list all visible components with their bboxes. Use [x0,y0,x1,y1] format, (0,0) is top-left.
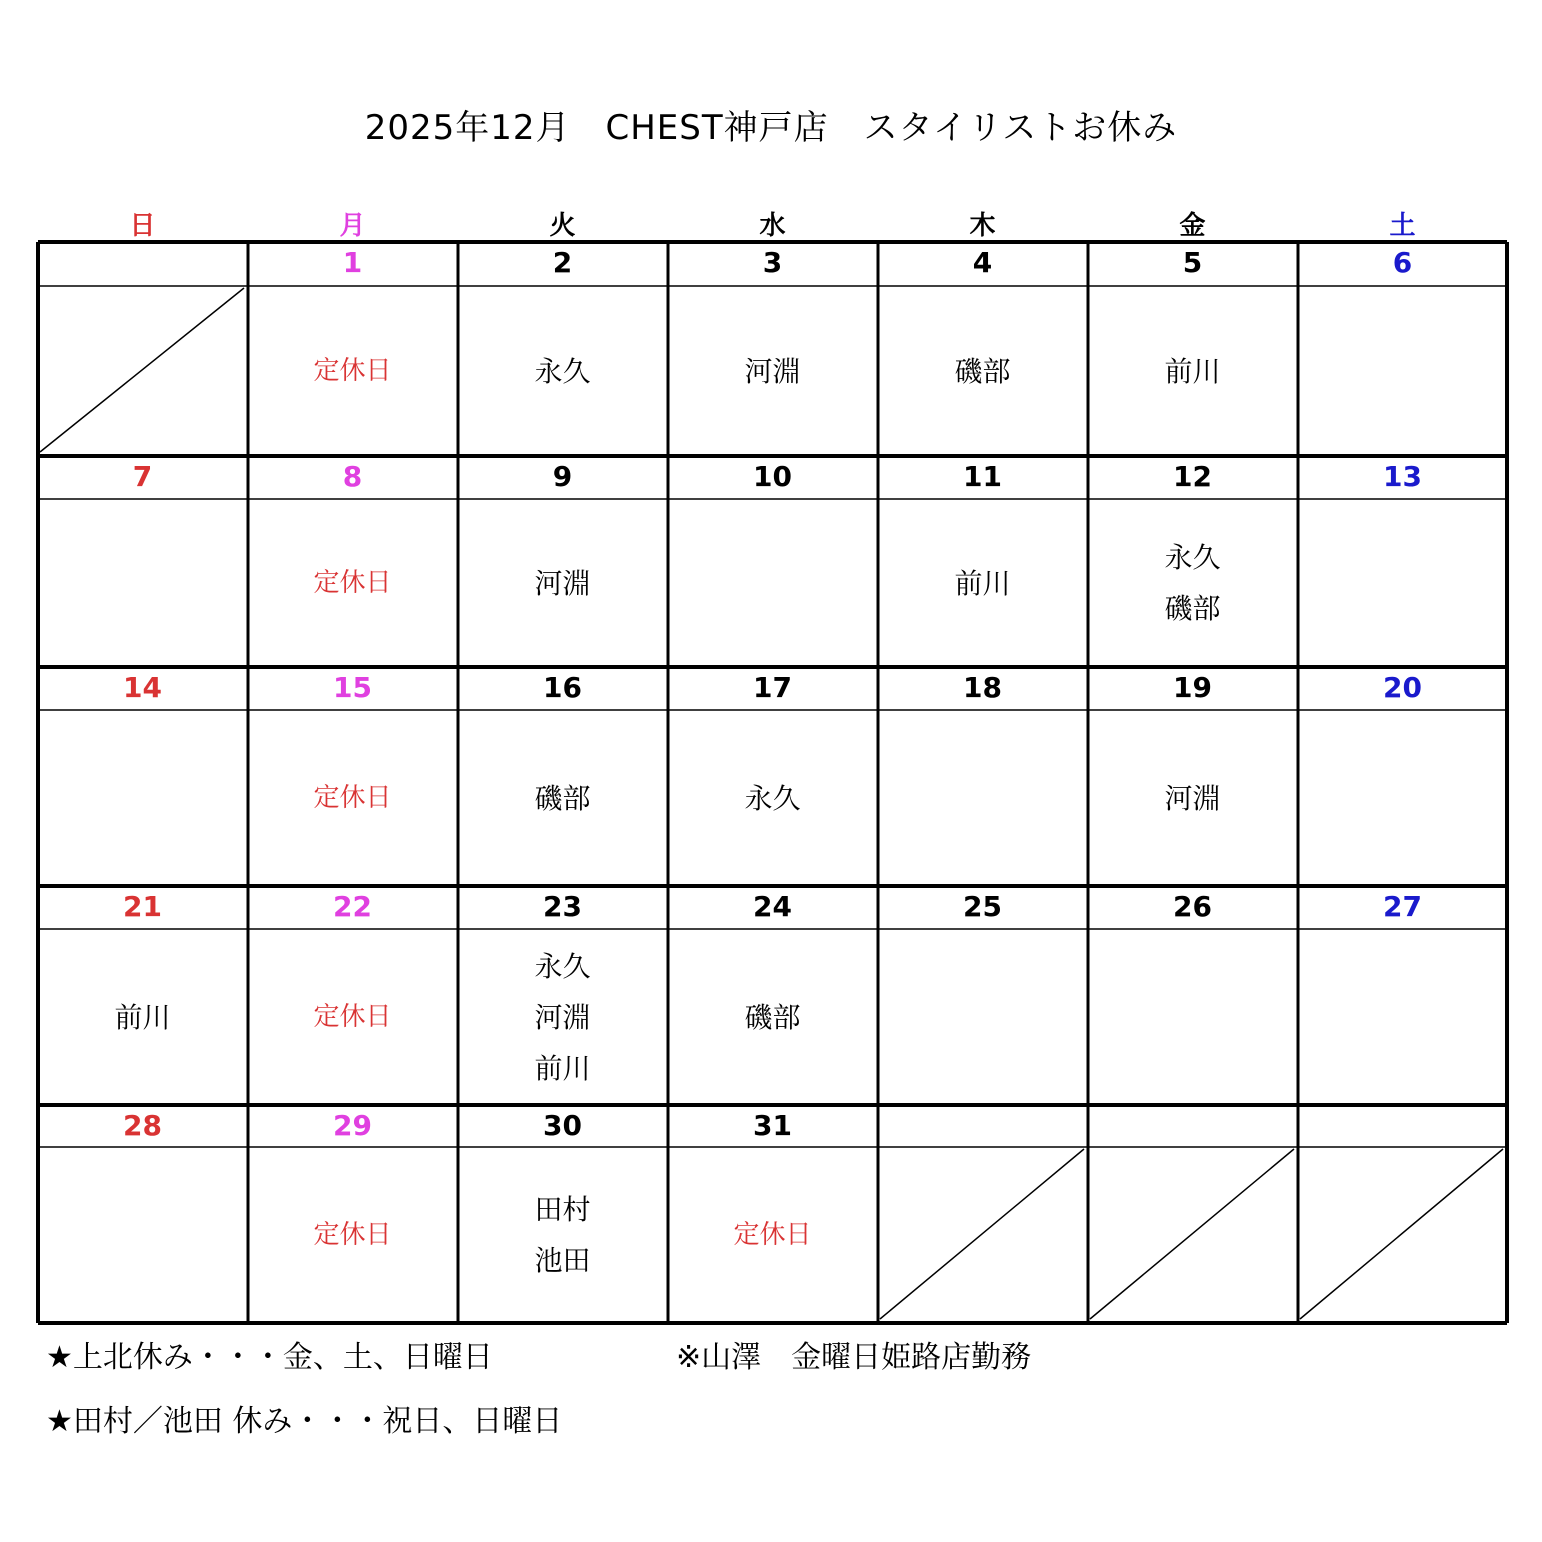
weekday-5: 金 [1179,211,1206,241]
date-number: 6 [1392,246,1413,279]
day-cell [1298,710,1507,886]
day-cell [38,710,247,886]
day-cell [1088,710,1297,886]
date-number: 21 [123,890,162,923]
day-cell [878,286,1087,456]
day-cell [458,710,667,886]
date-number: 14 [123,671,162,704]
date-number: 1 [342,246,363,279]
date-number: 30 [543,1109,582,1142]
closed-day-label: 定休日 [313,782,392,813]
day-cell [38,286,247,456]
day-cell [458,499,667,667]
day-cell [38,1147,247,1323]
stylist-name: 磯部 [744,1000,801,1034]
date-number: 18 [963,671,1002,704]
day-cell [248,286,457,456]
stylist-name: 永久 [534,949,591,983]
stylist-name: 河淵 [534,1000,591,1034]
stylist-name: 河淵 [534,566,591,600]
day-cell [1088,499,1297,667]
date-number: 24 [753,890,792,923]
date-number: 11 [963,460,1002,493]
date-number: 2 [552,246,573,279]
stylist-name: 磯部 [954,354,1011,388]
date-number: 27 [1383,890,1422,923]
note-kamikita: ★上北休み・・・金、土、日曜日 [46,1340,493,1375]
date-number: 28 [123,1109,162,1142]
date-number: 29 [333,1109,372,1142]
stylist-name: 前川 [1164,354,1221,388]
day-cell [458,1147,667,1323]
date-number: 12 [1173,460,1212,493]
day-cell [668,929,877,1105]
date-number: 15 [333,671,372,704]
day-cell [38,499,247,667]
day-cell [668,1147,877,1323]
day-cell [38,929,247,1105]
date-number: 9 [552,460,573,493]
closed-day-label: 定休日 [313,567,392,598]
date-number: 22 [333,890,372,923]
date-number: 23 [543,890,582,923]
stylist-name: 前川 [954,566,1011,600]
date-number: 3 [762,246,783,279]
day-cell [458,286,667,456]
weekday-0: 日 [129,211,156,241]
weekday-1: 月 [339,211,366,241]
day-cell [1298,286,1507,456]
date-number: 4 [972,246,993,279]
day-cell [878,710,1087,886]
stylist-name: 磯部 [1164,592,1221,625]
closed-day-label: 定休日 [733,1219,812,1250]
stylist-name: 前川 [114,1000,171,1034]
date-number: 5 [1182,246,1203,279]
date-number: 10 [753,460,792,493]
day-cell [878,929,1087,1105]
stylist-name: 田村 [534,1193,591,1226]
date-number: 17 [753,671,792,704]
date-number: 20 [1383,671,1422,704]
date-number: 25 [963,890,1002,923]
closed-day-label: 定休日 [313,1001,392,1032]
stylist-name: 河淵 [1164,781,1221,815]
stylist-name: 永久 [1164,541,1221,574]
page-title: 2025年12月 CHEST神戸店 スタイリストお休み [364,108,1178,148]
day-cell [248,1147,457,1323]
stylist-name: 永久 [744,781,801,815]
day-cell [1088,286,1297,456]
date-number: 19 [1173,671,1212,704]
note-tamura-ikeda: ★田村／池田 休み・・・祝日、日曜日 [46,1404,563,1439]
day-cell [1298,499,1507,667]
date-number: 31 [753,1109,792,1142]
date-number: 26 [1173,890,1212,923]
day-cell [1298,1147,1507,1323]
day-cell [248,499,457,667]
day-cell [668,710,877,886]
day-cell [1088,1147,1297,1323]
day-cell [668,499,877,667]
stylist-name: 池田 [534,1244,591,1277]
day-cell [248,929,457,1105]
weekday-4: 木 [969,211,996,241]
day-cell [1298,929,1507,1105]
day-cell [458,929,667,1105]
date-number: 7 [132,460,153,493]
date-number: 8 [342,460,363,493]
closed-day-label: 定休日 [313,355,392,386]
day-cell [1088,929,1297,1105]
closed-day-label: 定休日 [313,1219,392,1250]
day-cell [668,286,877,456]
stylist-name: 河淵 [744,354,801,388]
day-cell [878,1147,1087,1323]
stylist-name: 前川 [534,1051,591,1085]
stylist-name: 永久 [534,354,591,388]
date-number: 13 [1383,460,1422,493]
weekday-2: 火 [549,211,576,241]
weekday-6: 土 [1389,211,1416,241]
date-number: 16 [543,671,582,704]
stylist-name: 磯部 [534,781,591,815]
weekday-3: 水 [759,211,786,241]
note-yamazawa: ※山澤 金曜日姫路店勤務 [676,1340,1032,1375]
day-cell [878,499,1087,667]
day-cell [248,710,457,886]
